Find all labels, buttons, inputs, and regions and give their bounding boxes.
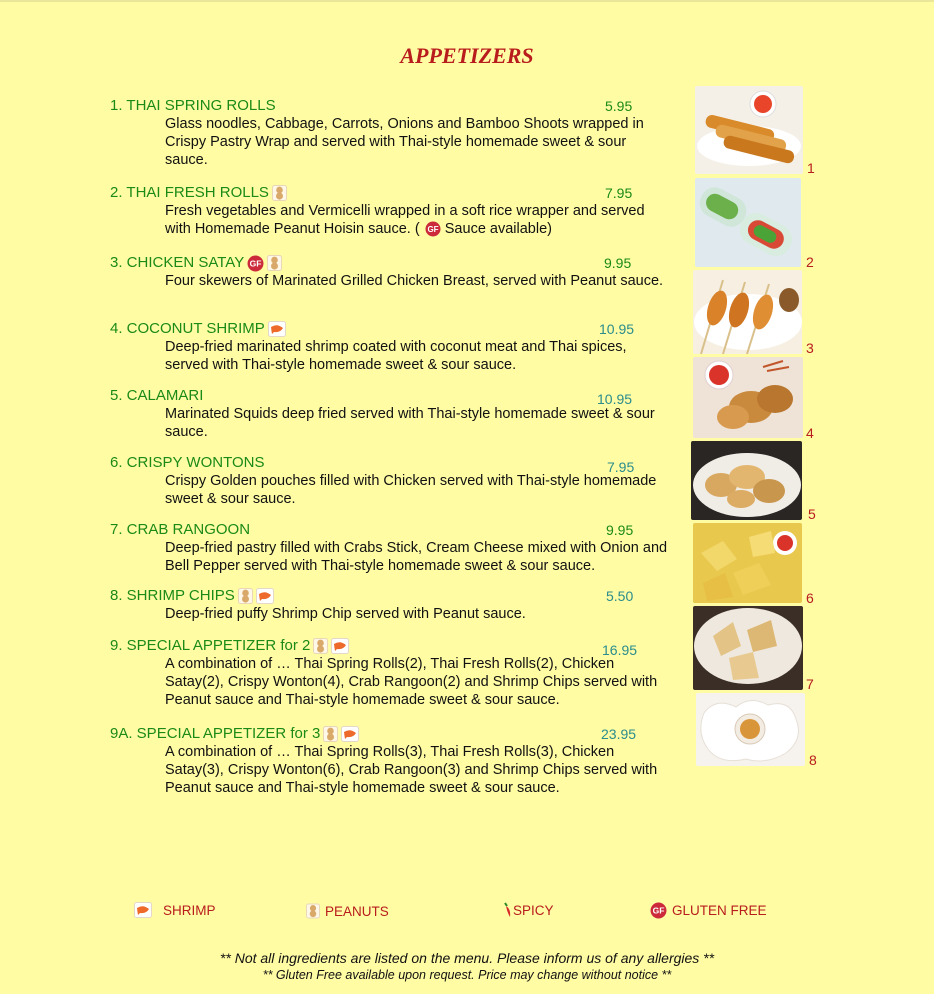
menu-item-9a[interactable] bbox=[110, 725, 670, 797]
item-price: 7.95 bbox=[607, 459, 635, 475]
legend-peanuts-label: PEANUTS bbox=[325, 903, 389, 919]
menu-item-1[interactable] bbox=[110, 97, 670, 169]
legend-gluten-free-label: GLUTEN FREE bbox=[672, 903, 767, 918]
legend-shrimp-label: SHRIMP bbox=[163, 902, 216, 918]
shrimp-icon bbox=[268, 321, 286, 337]
item-description: Deep-fried puffy Shrimp Chip served with Peanut sauce. bbox=[165, 606, 526, 622]
gf-badge-text: GF bbox=[249, 258, 262, 269]
photo-number: 6 bbox=[806, 590, 814, 606]
item-name: 9. SPECIAL APPETIZER for 2 bbox=[110, 637, 311, 654]
photo-number: 3 bbox=[806, 340, 814, 356]
item-price: 5.95 bbox=[605, 98, 633, 114]
item-description: Deep-fried marinated shrimp coated with coconut meat and Thai spices, served with Thai-style homemade sweet & sour sauce. bbox=[165, 339, 627, 373]
photo-number: 8 bbox=[809, 752, 817, 768]
menu-item-9[interactable] bbox=[110, 637, 670, 709]
photo-chicken-satay[interactable] bbox=[693, 270, 802, 354]
item-description: A combination of … Thai Spring Rolls(3), Thai Fresh Rolls(3), Chicken Satay(3), Crispy Wonton(6), Crab Rangoon(3) and Shrimp Chips served with Peanut sauce and Thai-style homemade sweet & sour sauce. bbox=[165, 744, 658, 796]
item-price: 5.50 bbox=[606, 588, 634, 604]
top-border bbox=[0, 0, 934, 2]
photo-spring-rolls[interactable] bbox=[695, 86, 803, 174]
item-description: Fresh vegetables and Vermicelli wrapped in a soft rice wrapper and served with Homemade Peanut Hoisin sauce. bbox=[165, 203, 645, 237]
peanut-icon bbox=[323, 726, 338, 742]
gluten-free-icon bbox=[650, 902, 667, 919]
photo-crab-rangoon[interactable] bbox=[693, 606, 803, 690]
description-paren-open: ( bbox=[414, 221, 420, 237]
menu-item-5[interactable] bbox=[110, 387, 670, 441]
photo-crispy-wontons[interactable] bbox=[693, 523, 802, 603]
gluten-free-icon bbox=[247, 255, 264, 271]
legend-spicy bbox=[503, 902, 554, 918]
menu-item-3[interactable] bbox=[110, 254, 670, 290]
chili-pepper-icon bbox=[503, 902, 513, 918]
photo-number: 4 bbox=[806, 425, 814, 441]
item-description: Glass noodles, Cabbage, Carrots, Onions and Bamboo Shoots wrapped in Crispy Pastry Wrap and served with Thai-style homemade sweet & sour sauce. bbox=[165, 116, 644, 168]
gluten-free-notice: ** Gluten Free available upon request. Price may change without notice ** bbox=[262, 968, 672, 982]
allergy-notice: ** Not all ingredients are listed on the menu. Please inform us of any allergies ** bbox=[219, 950, 715, 966]
legend-peanuts bbox=[306, 902, 389, 920]
peanut-icon bbox=[238, 588, 253, 604]
photo-coconut-shrimp[interactable] bbox=[693, 357, 803, 438]
legend-gluten-free bbox=[650, 902, 767, 919]
item-price: 9.95 bbox=[606, 522, 634, 538]
item-description: Four skewers of Marinated Grilled Chicken Breast, served with Peanut sauce. bbox=[165, 273, 664, 289]
gf-badge-text: GF bbox=[652, 905, 665, 916]
photo-number: 1 bbox=[807, 160, 815, 176]
item-price: 10.95 bbox=[599, 321, 635, 337]
menu-item-2[interactable] bbox=[110, 184, 670, 238]
photo-number: 2 bbox=[806, 254, 814, 270]
item-name: 5. CALAMARI bbox=[110, 387, 204, 404]
legend-spicy-label: SPICY bbox=[513, 902, 554, 918]
item-price: 7.95 bbox=[605, 185, 633, 201]
item-name: 3. CHICKEN SATAY bbox=[110, 254, 245, 271]
menu-item-4[interactable] bbox=[110, 320, 670, 374]
menu-item-8[interactable] bbox=[110, 587, 670, 623]
peanut-icon bbox=[272, 185, 287, 201]
item-name: 4. COCONUT SHRIMP bbox=[110, 320, 265, 337]
item-name: 2. THAI FRESH ROLLS bbox=[110, 184, 269, 201]
item-name: 9A. SPECIAL APPETIZER for 3 bbox=[110, 725, 321, 742]
item-description: A combination of … Thai Spring Rolls(2), Thai Fresh Rolls(2), Chicken Satay(2), Crispy Wonton(4), Crab Rangoon(2) and Shrimp Chips served with Peanut sauce and Thai-style homemade sweet & sour sauce. bbox=[165, 656, 658, 708]
item-description: Deep-fried pastry filled with Crabs Stick, Cream Cheese mixed with Onion and Bell Pepper served with Thai-style homemade sweet & sour sauce. bbox=[165, 540, 668, 574]
item-name: 7. CRAB RANGOON bbox=[110, 521, 251, 538]
photo-shrimp-chips[interactable] bbox=[696, 693, 805, 766]
item-name: 1. THAI SPRING ROLLS bbox=[110, 97, 276, 114]
item-price: 16.95 bbox=[602, 642, 638, 658]
menu-item-6[interactable] bbox=[110, 454, 670, 508]
shrimp-icon bbox=[331, 638, 349, 654]
item-price: 23.95 bbox=[601, 726, 637, 742]
photo-calamari[interactable] bbox=[691, 441, 802, 520]
shrimp-icon bbox=[341, 726, 359, 742]
description-tail: Sauce available) bbox=[444, 221, 552, 237]
item-name: 8. SHRIMP CHIPS bbox=[110, 587, 235, 604]
item-description: Marinated Squids deep fried served with Thai-style homemade sweet & sour sauce. bbox=[165, 406, 655, 440]
item-price: 10.95 bbox=[597, 391, 633, 407]
peanut-icon bbox=[267, 255, 282, 271]
legend-shrimp bbox=[133, 902, 216, 918]
item-description: Crispy Golden pouches filled with Chicken served with Thai-style homemade sweet & sour sauce. bbox=[165, 473, 657, 507]
page-title: APPETIZERS bbox=[400, 43, 534, 68]
peanut-icon bbox=[313, 638, 328, 654]
menu-item-7[interactable] bbox=[110, 521, 670, 575]
photo-fresh-rolls[interactable] bbox=[695, 178, 801, 267]
item-name: 6. CRISPY WONTONS bbox=[110, 454, 265, 471]
gluten-free-icon bbox=[425, 221, 440, 237]
peanut-icon bbox=[306, 902, 320, 920]
gf-badge-text: GF bbox=[427, 225, 439, 235]
shrimp-icon bbox=[133, 902, 153, 918]
shrimp-icon bbox=[256, 588, 274, 604]
item-price: 9.95 bbox=[604, 255, 632, 271]
photo-number: 5 bbox=[808, 506, 816, 522]
photo-number: 7 bbox=[806, 676, 814, 692]
